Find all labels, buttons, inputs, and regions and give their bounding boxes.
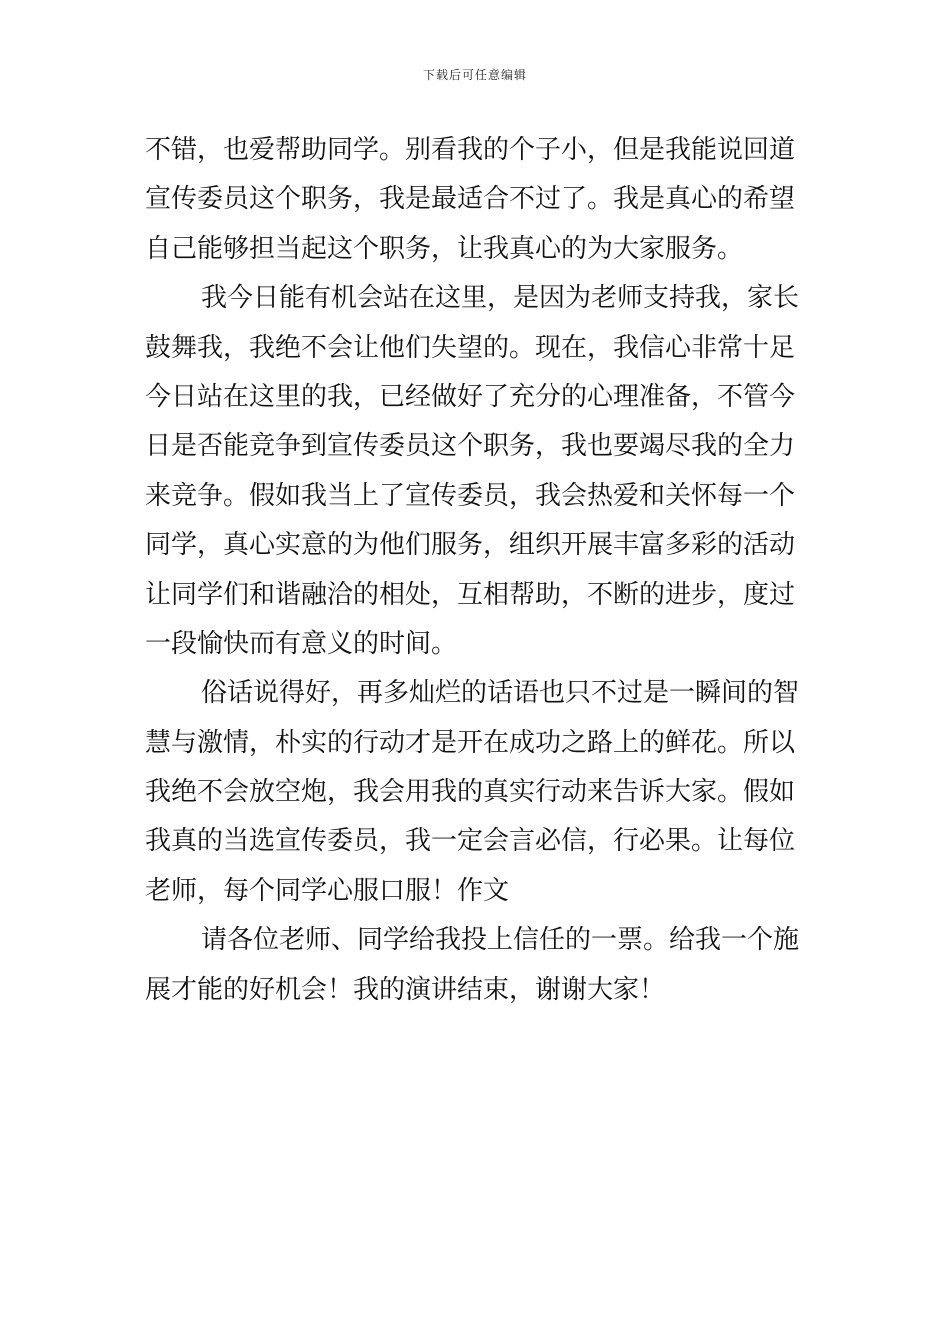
text-line: 来竞争。假如我当上了宣传委员，我会热爱和关怀每一个: [145, 480, 796, 511]
text-line: 慧与激情，朴实的行动才是开在成功之路上的鲜花。所以: [145, 727, 796, 758]
text-line: 我真的当选宣传委员，我一定会言必信，行必果。让每位: [145, 826, 796, 857]
paragraph-first-line: 请各位老师、同学给我投上信任的一票。给我一个施: [201, 925, 800, 956]
text-line: 一段愉快而有意义的时间。: [145, 628, 458, 659]
paragraph-first-line: 俗话说得好，再多灿烂的话语也只不过是一瞬间的智: [201, 678, 800, 709]
text-line: 老师，每个同学心服口服！作文: [145, 875, 510, 906]
text-line: 今日站在这里的我，已经做好了充分的心理准备，不管今: [145, 381, 796, 412]
text-line: 不错，也爱帮助同学。别看我的个子小，但是我能说回道: [145, 135, 796, 165]
text-line: 让同学们和谐融洽的相处，互相帮助，不断的进步，度过: [145, 579, 796, 610]
text-line: 鼓舞我，我绝不会让他们失望的。现在，我信心非常十足: [145, 332, 796, 363]
text-line: 我绝不会放空炮，我会用我的真实行动来告诉大家。假如: [145, 777, 796, 808]
text-line: 展才能的好机会！我的演讲结束，谢谢大家！: [145, 974, 666, 1005]
text-line: 宣传委员这个职务，我是最适合不过了。我是真心的希望: [145, 184, 796, 215]
text-line: 日是否能竞争到宣传委员这个职务，我也要竭尽我的全力: [145, 431, 796, 462]
page-header: 下载后可任意编辑: [422, 68, 527, 82]
text-line: 自己能够担当起这个职务，让我真心的为大家服务。: [145, 233, 744, 264]
paragraph-first-line: 我今日能有机会站在这里，是因为老师支持我，家长: [201, 283, 800, 314]
document-body: [145, 126, 810, 1015]
text-line: 同学，真心实意的为他们服务，组织开展丰富多彩的活动: [145, 530, 796, 561]
